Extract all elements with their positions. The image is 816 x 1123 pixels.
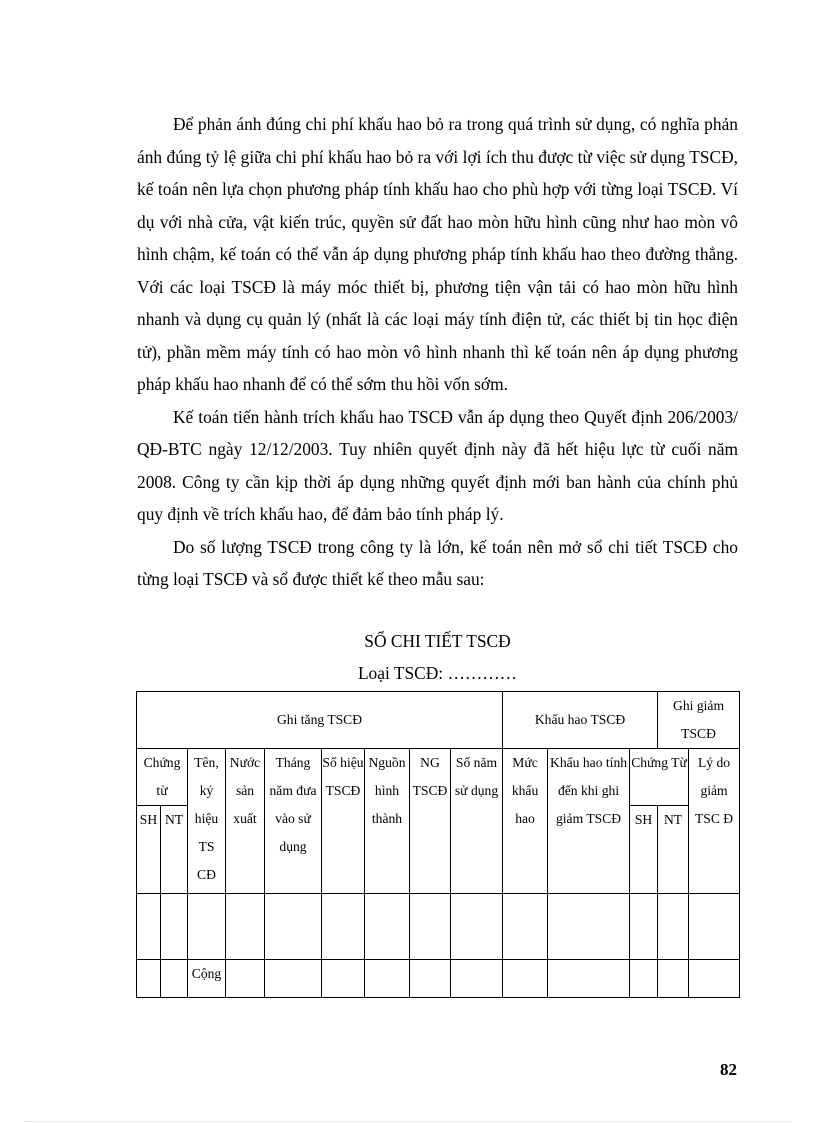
col-month-in-use: Tháng năm đưa vào sử dụng	[265, 749, 322, 894]
page-number: 82	[720, 1060, 737, 1079]
ledger-subtitle: Loại TSCĐ: …………	[357, 663, 518, 683]
col-country: Nước sản xuất	[226, 749, 265, 894]
col-voucher-number: SH	[137, 806, 161, 894]
col-asset-name: Tên, ký hiệu TS CĐ	[188, 749, 226, 894]
col-original-cost: NG TSCĐ	[410, 749, 451, 894]
col-voucher-date: NT	[161, 806, 188, 894]
col-voucher: Chứng từ	[137, 749, 188, 806]
fixed-asset-ledger-table	[136, 691, 740, 998]
col-decrease-reason: Lý do giảm TSC Đ	[689, 749, 740, 894]
header-group-row	[137, 692, 740, 749]
group-depreciation: Khấu hao TSCĐ	[503, 692, 658, 749]
col-decrease-voucher-date: NT	[658, 806, 689, 894]
total-row	[137, 960, 740, 998]
col-source: Nguồn hình thành	[365, 749, 410, 894]
total-label: Cộng	[188, 960, 226, 998]
group-increase: Ghi tăng TSCĐ	[137, 692, 503, 749]
col-decrease-voucher-number: SH	[630, 806, 658, 894]
table-row	[137, 894, 740, 960]
header-column-row	[137, 749, 740, 806]
col-serial: Số hiệu TSCĐ	[322, 749, 365, 894]
paragraph-regulation: Kế toán tiến hành trích khấu hao TSCĐ vẫn áp dụng theo Quyết định 206/2003/ QĐ-BTC ngày 12/12/2003. Tuy nhiên quyết định này đã hết hiệu lực từ cuối năm 2008. Công ty cần kịp thời áp dụng những quyết định mới ban hành của chính phủ quy định về trích khấu hao, để đảm bảo tính pháp lý.	[137, 406, 738, 524]
col-voucher-decrease: Chứng Từ	[630, 749, 689, 806]
col-depreciation-rate: Mức khấu hao	[503, 749, 548, 894]
col-useful-years: Số năm sử dụng	[451, 749, 503, 894]
paragraph-depreciation-method: Để phản ánh đúng chi phí khấu hao bỏ ra trong quá trình sử dụng, có nghĩa phản ánh đúng tỷ lệ giữa chi phí khấu hao bỏ ra với lợi ích thu được từ việc sử dụng TSCĐ, kế toán nên lựa chọn phương pháp tính khấu hao cho phù hợp với từng loại TSCĐ. Ví dụ với nhà cửa, vật kiến trúc, quyền sử đất hao mòn hữu hình cũng như hao mòn vô hình chậm, kế toán có thể vẫn áp dụng phương pháp tính khấu hao theo đường thẳng. Với các loại TSCĐ là máy móc thiết bị, phương tiện vận tải có hao mòn hữu hình nhanh và dụng cụ quản lý (nhất là các loại máy tính điện tử, các thiết bị tin học điện tử), phần mềm máy tính có hao mòn vô hình nhanh thì kế toán nên áp dụng phương pháp khấu hao nhanh để có thể sớm thu hồi vốn sớm.	[137, 114, 738, 394]
footer-divider	[24, 1121, 792, 1122]
body-text	[137, 108, 738, 596]
paragraph-ledger-intro: Do số lượng TSCĐ trong công ty là lớn, kế toán nên mở sổ chi tiết TSCĐ cho từng loại TSCĐ và sổ được thiết kế theo mẫu sau:	[137, 536, 738, 589]
group-decrease: Ghi giảm TSCĐ	[658, 692, 740, 749]
col-accumulated-depreciation: Khấu hao tính đến khi ghi giảm TSCĐ	[548, 749, 630, 894]
ledger-title: SỔ CHI TIẾT TSCĐ	[364, 631, 511, 651]
